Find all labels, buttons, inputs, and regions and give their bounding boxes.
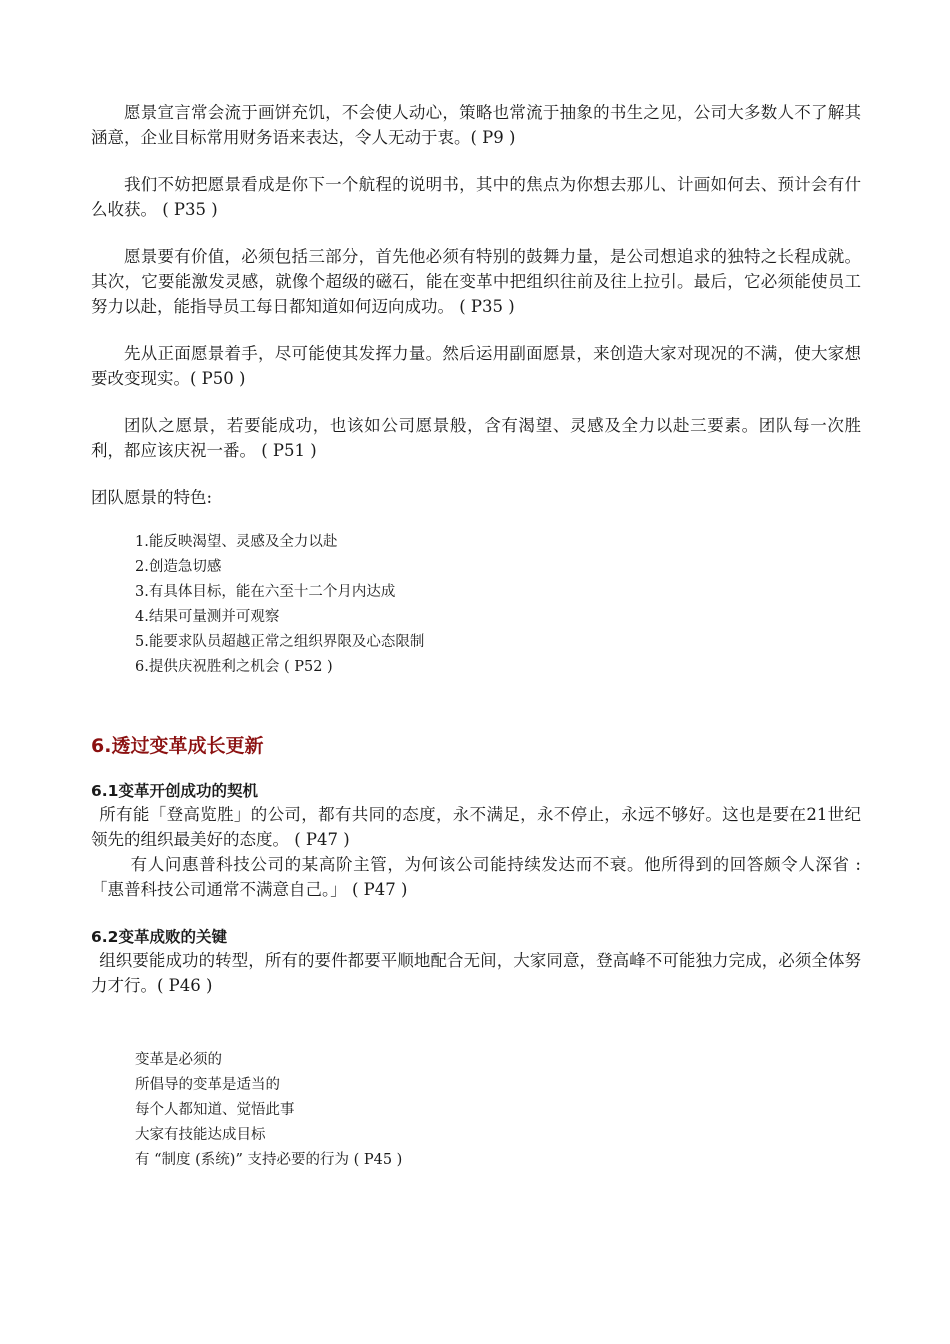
list-item: 变革是必须的 [135,1052,222,1068]
paragraph-vision-statement: 愿景宣言常会流于画饼充饥，不会使人动心，策略也常流于抽象的书生之见，公司大多数人不了解其涵意，企业目标常用财务语来表达，令人无动于衷。( P9 ) [91,103,861,147]
team-vision-list [91,530,861,680]
section-title: 6.透过变革成长更新 [91,735,264,757]
list-item: 4.结果可量测并可观察 [135,609,280,625]
list-item: 3.有具体目标，能在六至十二个月内达成 [135,584,396,600]
paragraph-positive-vision: 先从正面愿景着手，尽可能使其发挥力量。然后运用副面愿景，来创造大家对现况的不满，使大家想要改变现实。( P50 ) [91,344,861,388]
list-item: 大家有技能达成目标 [135,1127,266,1143]
list-item: 每个人都知道、觉悟此事 [135,1102,295,1118]
paragraph-team-vision: 团队之愿景，若要能成功，也该如公司愿景般，含有渴望、灵感及全力以赴三要素。团队每一次胜利，都应该庆祝一番。 ( P51 ) [91,416,861,460]
change-keys-list [91,1048,861,1173]
list-item: 所倡导的变革是适当的 [135,1077,280,1093]
list-item: 2.创造急切感 [135,559,222,575]
paragraph-hp-executive: 有人问惠普科技公司的某高阶主管，为何该公司能持续发达而不衰。他所得到的回答颇令人深省 :「惠普科技公司通常不满意自己。」 ( P47 ) [91,855,861,899]
spacer [91,902,861,926]
document-page [91,100,861,1173]
list-item: 1.能反映渴望、灵感及全力以赴 [135,534,338,550]
paragraph-vision-manual: 我们不妨把愿景看成是你下一个航程的说明书，其中的焦点为你想去那儿、计画如何去、预计会有什么收获。 ( P35 ) [91,175,861,219]
paragraph-vision-value: 愿景要有价值，必须包括三部分，首先他必须有特别的鼓舞力量，是公司想追求的独特之长程成就。其次，它要能激发灵感，就像个超级的磁石，能在变革中把组织往前及往上拉引。最后，它必须能使员工努力以赴，能指导员工每日都知道如何迈向成功。 ( P35 ) [91,247,861,316]
list-item: 5.能要求队员超越正常之组织界限及心态限制 [135,634,425,650]
subsection-title-6-1: 6.1变革开创成功的契机 [91,782,258,800]
team-vision-heading: 团队愿景的特色: [91,488,213,507]
list-item: 有 “制度 (系统)” 支持必要的行为 ( P45 ) [135,1152,403,1168]
subsection-title-6-2: 6.2变革成败的关键 [91,928,227,946]
paragraph-transformation: 组织要能成功的转型，所有的要件都要平顺地配合无间，大家同意，登高峰不可能独力完成，必须全体努力才行。( P46 ) [91,951,861,995]
list-item: 6.提供庆祝胜利之机会 ( P52 ) [135,659,333,675]
paragraph-never-satisfied: 所有能「登高览胜」的公司，都有共同的态度，永不满足，永不停止，永远不够好。这也是要在21世纪领先的组织最美好的态度。 ( P47 ) [91,805,861,849]
